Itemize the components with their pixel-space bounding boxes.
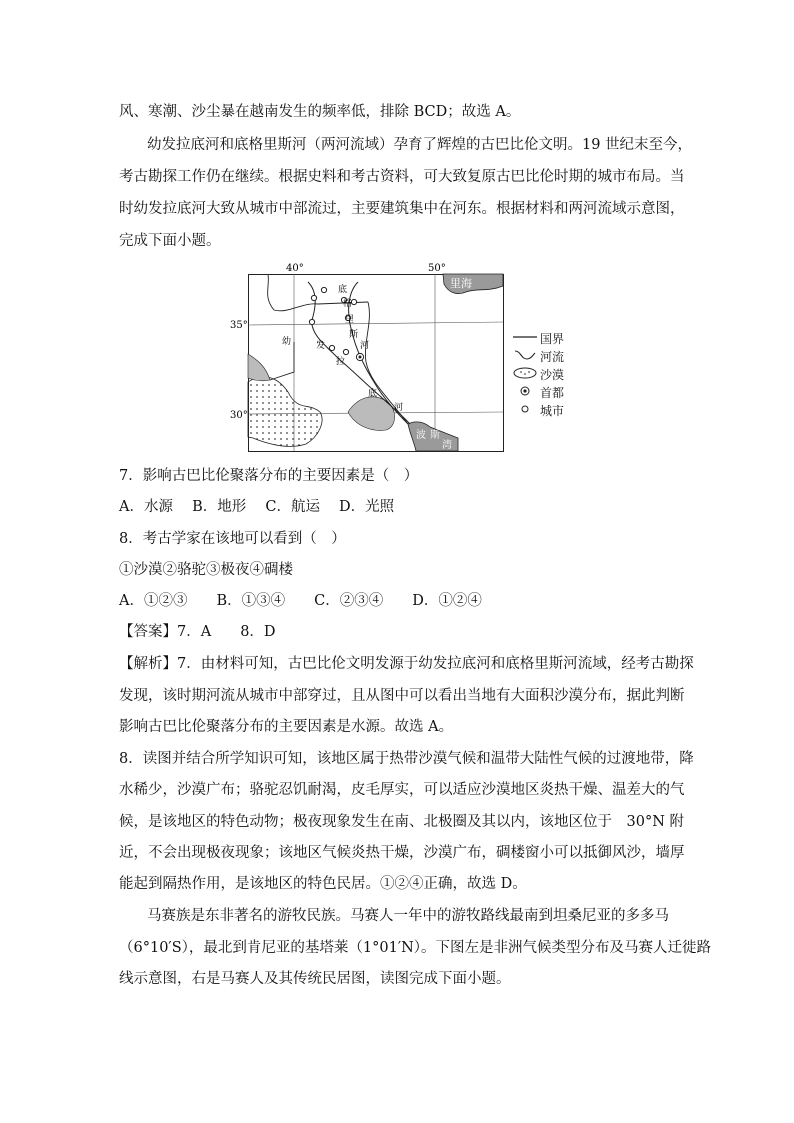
lat-35-label: 35° [230, 320, 248, 331]
question-8-items: ①沙漠②骆驼③极夜④碉楼 [119, 562, 293, 578]
legend-desert-label: 沙漠 [540, 367, 565, 382]
question-7-options: A．水源 B．地形 C．航运 D．光照 [119, 499, 395, 515]
map-legend [512, 330, 602, 420]
tigris-char-1: 底 [338, 285, 348, 295]
euphrates-char-2: 发 [316, 341, 326, 351]
city-dot [351, 299, 356, 304]
persian-gulf-label-3: 湾 [442, 440, 452, 451]
capital-center [359, 356, 362, 359]
tigris-char-3: 里 [345, 315, 355, 325]
caspian-label: 里海 [450, 277, 472, 290]
analysis-line-8: 能起到隔热作用，是该地区的特色民居。①②④正确，故选 D。 [119, 876, 527, 892]
analysis-line-5: 水稀少，沙漠广布；骆驼忍饥耐渴，皮毛厚实，可以适应沙漠地区炎热干燥、温差大的气 [119, 782, 685, 798]
question-7: 7．影响古巴比伦聚落分布的主要因素是（ ） [119, 468, 419, 484]
analysis-line-7: 近，不会出现极夜现象；该地区气候炎热干燥，沙漠广布，碉楼窗小可以抵御风沙，墙厚 [119, 845, 685, 861]
euphrates-char-5: 河 [394, 403, 404, 413]
desert-icon [512, 367, 538, 382]
persian-gulf-label-2: 斯 [430, 430, 440, 441]
lat-30-label: 30° [230, 410, 248, 421]
analysis-line-6: 候，是该地区的特色动物；极夜现象发生在南、北极圈及其以内，该地区位于 30°N 附 [119, 814, 684, 830]
paragraph-intro-line2: 考古勘探工作仍在继续。根据史料和考古资料，可大致复原古巴比伦时期的城市布局。当 [119, 169, 685, 185]
answer-line: 【答案】7．A 8．D [119, 624, 276, 640]
paragraph-intro-line1: 幼发拉底河和底格里斯河（两河流域）孕育了辉煌的古巴比伦文明。19 世纪末至今， [147, 137, 693, 153]
tigris-char-4: 斯 [349, 330, 359, 340]
closing-line-1: 马赛族是东非著名的游牧民族。马赛人一年中的游牧路线最南到坦桑尼亚的多多马 [147, 908, 669, 924]
lon-40-label: 40° [286, 263, 304, 274]
legend-capital [512, 384, 564, 400]
euphrates-char-3: 拉 [336, 357, 346, 367]
legend-city [512, 402, 564, 418]
two-rivers-map [230, 262, 508, 452]
lon-50-label: 50° [428, 263, 446, 274]
border-line-icon [512, 331, 538, 345]
river-icon [512, 349, 538, 364]
city-dot [329, 345, 334, 350]
city-dot [311, 295, 316, 300]
euphrates-char-4: 底 [368, 389, 378, 399]
question-8: 8．考古学家在该地可以看到（ ） [119, 531, 346, 547]
tigris-char-5: 河 [360, 341, 370, 351]
legend-border-label: 国界 [540, 331, 565, 346]
paragraph-previous-conclusion: 风、寒潮、沙尘暴在越南发生的频率低，排除 BCD；故选 A。 [119, 104, 521, 120]
city-dot [309, 319, 314, 324]
analysis-line-4: 8．读图并结合所学知识可知，该地区属于热带沙漠气候和温带大陆性气候的过渡地带，降 [119, 751, 694, 767]
legend-city-label: 城市 [540, 403, 565, 418]
tigris-char-2: 格 [343, 299, 353, 309]
analysis-line-3: 影响古巴比伦聚落分布的主要因素是水源。故选 A。 [119, 719, 454, 735]
capital-icon [512, 385, 538, 400]
legend-river [512, 348, 564, 364]
persian-gulf-label-1: 波 [416, 430, 426, 441]
question-8-options: A．①②③ B．①③④ C．②③④ D．①②④ [119, 593, 482, 609]
city-icon [512, 403, 538, 418]
city-dot [321, 287, 326, 292]
legend-river-label: 河流 [540, 349, 565, 364]
analysis-line-1: 【解析】7．由材料可知，古巴比伦文明发源于幼发拉底河和底格里斯河流域，经考古勘探 [119, 656, 694, 672]
paragraph-intro-line4: 完成下面小题。 [119, 233, 221, 249]
closing-line-2: （6°10′S），最北到肯尼亚的基塔莱（1°01′N）。下图左是非洲气候类型分布及马赛人迁徙路 [119, 940, 712, 956]
paragraph-intro-line3: 时幼发拉底河大致从城市中部流过，主要建筑集中在河东。根据材料和两河流域示意图， [119, 201, 685, 217]
closing-line-3: 线示意图，右是马赛人及其传统民居图，读图完成下面小题。 [119, 971, 511, 987]
legend-border [512, 330, 564, 346]
legend-capital-label: 首都 [540, 385, 565, 400]
legend-desert [512, 366, 564, 382]
euphrates-char-1: 幼 [282, 337, 292, 347]
city-dot [343, 349, 348, 354]
analysis-line-2: 发现，该时期河流从城市中部穿过，且从图中可以看出当地有大面积沙漠分布，据此判断 [119, 688, 685, 704]
